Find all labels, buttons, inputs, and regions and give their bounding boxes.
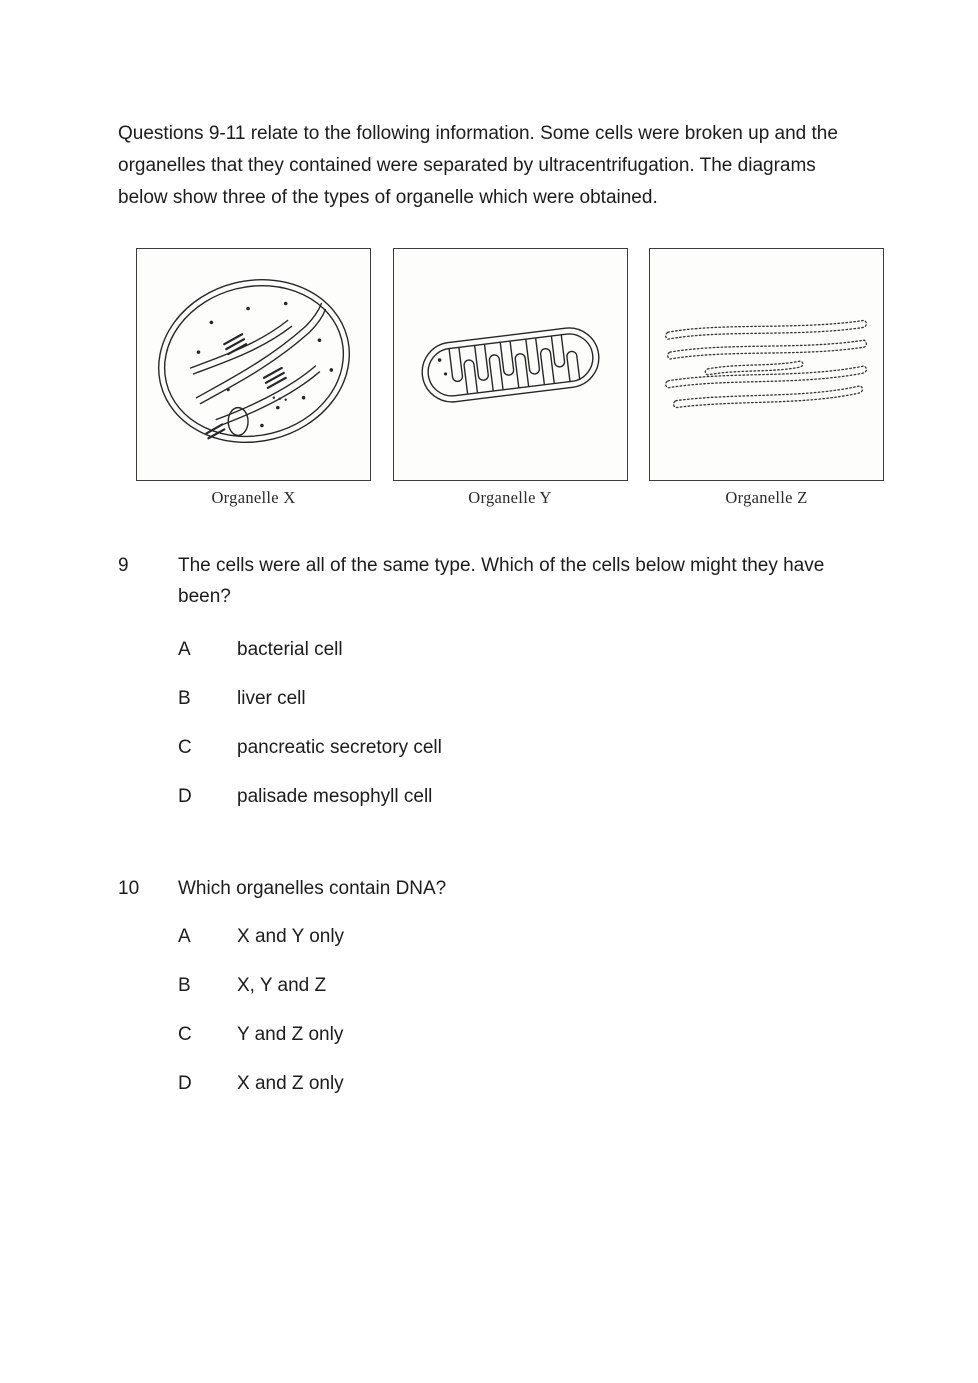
question-9-text: The cells were all of the same type. Which of the cells below might they have been? (178, 555, 825, 607)
option-text: Y and Z only (237, 1024, 344, 1045)
intro-paragraph: Questions 9-11 relate to the following information. Some cells were broken up and the organelles that they contained were separated by ultracentrifugation. The diagrams below show three of the types of organelle which were obtained. (118, 123, 838, 208)
option-text: liver cell (237, 688, 306, 709)
option-letter: D (178, 1073, 192, 1094)
question-9-number: 9 (118, 555, 129, 576)
question-10-text: Which organelles contain DNA? (178, 878, 447, 899)
question-9-option-a (178, 640, 878, 660)
question-9-options (178, 640, 878, 807)
organelle-x-diagram (136, 248, 371, 481)
organelle-z-diagram (649, 248, 884, 481)
question-10-option-b (178, 976, 878, 996)
question-10-option-a (178, 927, 878, 947)
question-10 (118, 873, 878, 1123)
option-letter: A (178, 926, 191, 947)
option-letter: C (178, 737, 192, 758)
organelle-x-label: Organelle X (211, 488, 296, 507)
question-9 (118, 550, 878, 836)
question-10-number: 10 (118, 878, 140, 899)
option-letter: B (178, 688, 191, 709)
option-text: pancreatic secretory cell (237, 737, 442, 758)
organelle-z-label: Organelle Z (725, 488, 808, 507)
organelle-diagrams-row (136, 248, 884, 508)
option-text: bacterial cell (237, 639, 343, 660)
question-10-option-d (178, 1074, 878, 1094)
question-10-head (118, 873, 878, 904)
option-text: X and Y only (237, 926, 345, 947)
option-letter: C (178, 1024, 192, 1045)
mitochondrion-drawing (394, 249, 627, 480)
organelle-y-figure (393, 248, 628, 508)
cell-with-lamellae-drawing (137, 249, 370, 480)
rough-er-drawing (650, 249, 883, 480)
question-9-option-c (178, 738, 878, 758)
question-9-option-b (178, 689, 878, 709)
option-text: X and Z only (237, 1073, 344, 1094)
option-letter: D (178, 786, 192, 807)
option-letter: A (178, 639, 191, 660)
option-text: X, Y and Z (237, 975, 327, 996)
question-9-option-d (178, 787, 878, 807)
question-10-options (178, 927, 878, 1094)
organelle-z-figure (649, 248, 884, 508)
organelle-y-diagram (393, 248, 628, 481)
question-10-option-c (178, 1025, 878, 1045)
organelle-y-label: Organelle Y (468, 488, 552, 507)
option-text: palisade mesophyll cell (237, 786, 433, 807)
option-letter: B (178, 975, 191, 996)
organelle-x-figure (136, 248, 371, 508)
question-9-head (118, 550, 878, 612)
